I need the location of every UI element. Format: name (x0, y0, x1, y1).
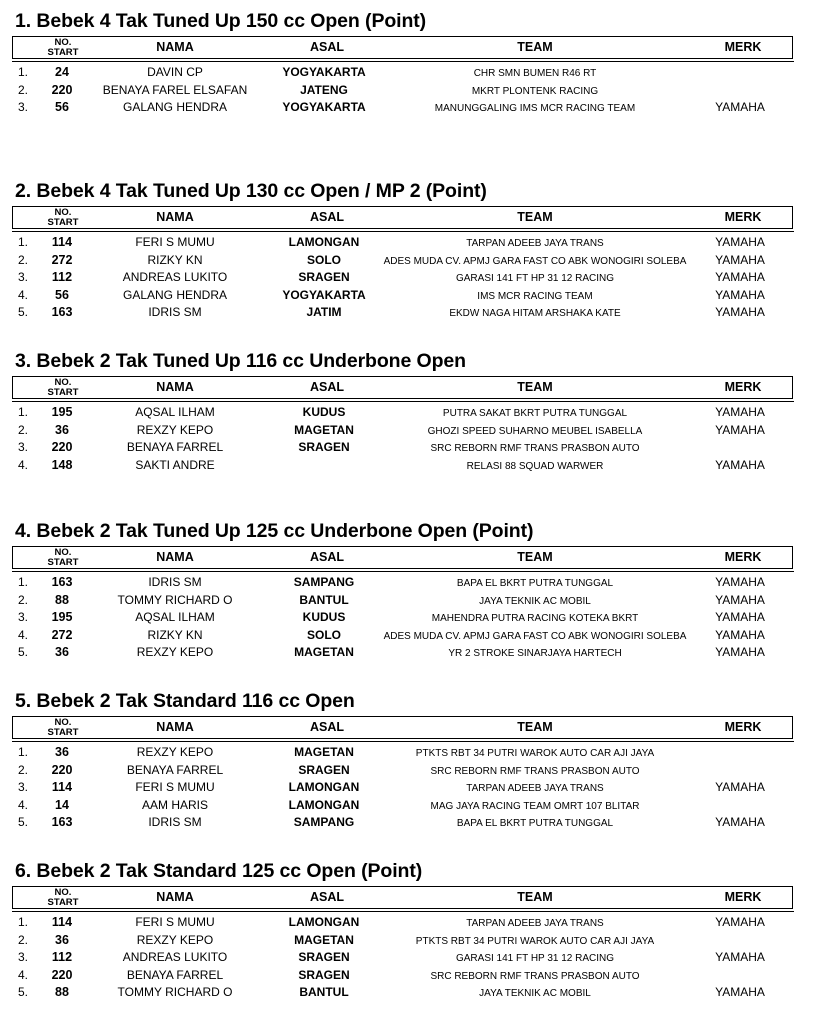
team-cell: ADES MUDA CV. APMJ GARA FAST CO ABK WONOGIRI SOLEBA (383, 630, 687, 642)
table-header (12, 206, 793, 229)
start-number-cell: 56 (55, 287, 69, 302)
header-team: TEAM (517, 720, 553, 734)
brand-cell: YAMAHA (715, 235, 765, 249)
header-no-line1: NO. (54, 887, 72, 898)
header-underline (12, 231, 794, 232)
header-merk: MERK (724, 550, 762, 564)
origin-cell: KUDUS (302, 610, 346, 624)
rider-name-cell: AAM HARIS (141, 797, 208, 812)
brand-cell: YAMAHA (715, 457, 765, 472)
section-title: 3. Bebek 2 Tak Tuned Up 116 cc Underbone Open (15, 350, 466, 372)
rider-name-cell: BENAYA FARREL (126, 967, 224, 982)
team-cell: PTKTS RBT 34 PUTRI WAROK AUTO CAR AJI JAYA (415, 935, 655, 947)
origin-cell: MAGETAN (294, 422, 354, 437)
position-cell: 4. (18, 797, 29, 812)
start-number-cell: 114 (51, 915, 73, 929)
header-no-start (37, 718, 89, 738)
rider-name-cell: FERI S MUMU (135, 780, 215, 794)
header-nama: NAMA (156, 890, 194, 904)
section-title: 1. Bebek 4 Tak Tuned Up 150 cc Open (Point) (15, 10, 427, 32)
start-number-cell: 272 (51, 252, 73, 267)
rider-name-cell: ANDREAS LUKITO (122, 270, 228, 284)
origin-cell: LAMONGAN (288, 235, 360, 249)
origin-cell: SRAGEN (298, 762, 350, 777)
brand-cell: YAMAHA (715, 645, 765, 659)
team-cell: BAPA EL BKRT PUTRA TUNGGAL (456, 578, 614, 589)
brand-cell: YAMAHA (715, 780, 765, 794)
origin-cell: MAGETAN (294, 645, 354, 659)
brand-cell: YAMAHA (715, 100, 765, 114)
position-cell: 4. (18, 457, 29, 472)
section-title: 6. Bebek 2 Tak Standard 125 cc Open (Point) (15, 860, 423, 882)
position-cell: 2. (18, 422, 29, 437)
rider-name-cell: AQSAL ILHAM (135, 610, 215, 624)
position-cell: 4. (18, 967, 29, 982)
table-row (0, 457, 825, 475)
rider-name-cell: ANDREAS LUKITO (122, 950, 228, 964)
table-row (0, 234, 825, 252)
team-cell: TARPAN ADEEB JAYA TRANS (466, 238, 604, 249)
start-number-cell: 195 (51, 405, 73, 419)
start-number-cell: 195 (51, 610, 73, 624)
table-row (0, 914, 825, 932)
brand-cell: YAMAHA (715, 985, 765, 999)
rider-name-cell: FERI S MUMU (135, 915, 215, 929)
origin-cell: SOLO (306, 627, 341, 642)
header-merk: MERK (724, 40, 762, 54)
header-no-line1: NO. (54, 37, 72, 48)
rider-name-cell: TOMMY RICHARD O (117, 985, 233, 999)
start-number-cell: 148 (51, 457, 73, 472)
rider-name-cell: BENAYA FARREL (126, 762, 224, 777)
rider-name-cell: GALANG HENDRA (122, 287, 228, 302)
team-cell: SRC REBORN RMF TRANS PRASBON AUTO (430, 443, 640, 454)
header-asal: ASAL (309, 890, 345, 904)
table-row (0, 644, 825, 662)
start-number-cell: 163 (51, 815, 73, 829)
start-number-cell: 36 (55, 645, 69, 659)
team-cell: EKDW NAGA HITAM ARSHAKA KATE (449, 308, 621, 319)
start-number-cell: 14 (55, 797, 69, 812)
position-cell: 3. (18, 610, 29, 624)
table-row (0, 574, 825, 592)
header-nama: NAMA (156, 40, 194, 54)
team-cell: ADES MUDA CV. APMJ GARA FAST CO ABK WONOGIRI SOLEBA (383, 255, 687, 267)
table-row (0, 252, 825, 270)
rider-name-cell: SAKTI ANDRE (135, 457, 215, 472)
start-number-cell: 272 (51, 627, 73, 642)
rider-name-cell: REXZY KEPO (136, 932, 214, 947)
header-underline (12, 61, 794, 62)
origin-cell: MAGETAN (294, 745, 354, 759)
origin-cell: BANTUL (299, 592, 349, 607)
origin-cell: BANTUL (299, 985, 349, 999)
header-no-start (37, 38, 89, 58)
section-title: 4. Bebek 2 Tak Tuned Up 125 cc Underbone Open (Point) (15, 520, 534, 542)
origin-cell: LAMONGAN (288, 915, 360, 929)
position-cell: 4. (18, 627, 29, 642)
position-cell: 3. (18, 440, 29, 454)
header-underline (12, 911, 794, 912)
header-underline (12, 401, 794, 402)
table-row (0, 797, 825, 815)
header-no-line1: NO. (54, 547, 72, 558)
header-asal: ASAL (309, 40, 345, 54)
start-number-cell: 220 (51, 440, 73, 454)
position-cell: 1. (18, 575, 29, 589)
table-body (0, 64, 825, 117)
team-cell: MAHENDRA PUTRA RACING KOTEKA BKRT (431, 613, 639, 624)
header-asal: ASAL (309, 720, 345, 734)
position-cell: 2. (18, 252, 29, 267)
header-nama: NAMA (156, 210, 194, 224)
team-cell: GARASI 141 FT HP 31 12 RACING (455, 273, 615, 284)
team-cell: TARPAN ADEEB JAYA TRANS (466, 918, 604, 929)
header-team: TEAM (517, 40, 553, 54)
position-cell: 1. (18, 745, 29, 759)
rider-name-cell: TOMMY RICHARD O (117, 592, 233, 607)
table-header (12, 376, 793, 399)
rider-name-cell: REXZY KEPO (136, 745, 214, 759)
team-cell: PTKTS RBT 34 PUTRI WAROK AUTO CAR AJI JAYA (415, 748, 655, 759)
start-number-cell: 36 (55, 932, 69, 947)
table-row (0, 967, 825, 985)
header-team: TEAM (517, 210, 553, 224)
table-body (0, 914, 825, 1002)
header-team: TEAM (517, 890, 553, 904)
origin-cell: KUDUS (302, 405, 346, 419)
brand-cell: YAMAHA (715, 950, 765, 964)
brand-cell: YAMAHA (715, 610, 765, 624)
origin-cell: YOGYAKARTA (282, 65, 366, 79)
header-underline (12, 741, 794, 742)
table-row (0, 814, 825, 832)
team-cell: PUTRA SAKAT BKRT PUTRA TUNGGAL (442, 408, 628, 419)
rider-name-cell: DAVIN CP (147, 65, 203, 79)
table-row (0, 762, 825, 780)
start-number-cell: 112 (51, 270, 73, 284)
start-number-cell: 163 (51, 575, 73, 589)
rider-name-cell: IDRIS SM (148, 575, 202, 589)
brand-cell: YAMAHA (715, 915, 765, 929)
table-header (12, 546, 793, 569)
position-cell: 3. (18, 950, 29, 964)
table-row (0, 984, 825, 1002)
start-number-cell: 112 (51, 950, 73, 964)
origin-cell: LAMONGAN (288, 780, 360, 794)
position-cell: 2. (18, 82, 29, 97)
rider-name-cell: BENAYA FARREL (126, 440, 224, 454)
origin-cell: LAMONGAN (288, 797, 360, 812)
team-cell: SRC REBORN RMF TRANS PRASBON AUTO (430, 765, 640, 777)
start-number-cell: 114 (51, 780, 73, 794)
brand-cell: YAMAHA (715, 305, 765, 319)
header-no-line2: START (47, 727, 79, 738)
brand-cell: YAMAHA (715, 592, 765, 607)
rider-name-cell: REXZY KEPO (136, 645, 214, 659)
origin-cell: SRAGEN (298, 440, 350, 454)
brand-cell: YAMAHA (715, 627, 765, 642)
origin-cell: SAMPANG (293, 815, 355, 829)
header-no-line2: START (47, 47, 79, 58)
header-nama: NAMA (156, 550, 194, 564)
position-cell: 3. (18, 780, 29, 794)
header-no-line2: START (47, 897, 79, 908)
table-header (12, 716, 793, 739)
team-cell: BAPA EL BKRT PUTRA TUNGGAL (456, 818, 614, 829)
start-number-cell: 56 (55, 100, 69, 114)
team-cell: TARPAN ADEEB JAYA TRANS (466, 783, 604, 794)
header-asal: ASAL (309, 210, 345, 224)
brand-cell: YAMAHA (715, 287, 765, 302)
table-header (12, 36, 793, 59)
start-number-cell: 24 (55, 65, 69, 79)
table-row (0, 609, 825, 627)
team-cell: RELASI 88 SQUAD WARWER (466, 460, 604, 472)
brand-cell: YAMAHA (715, 252, 765, 267)
header-underline (12, 571, 794, 572)
origin-cell: JATENG (300, 82, 348, 97)
origin-cell: MAGETAN (294, 932, 354, 947)
header-no-line2: START (47, 557, 79, 568)
rider-name-cell: IDRIS SM (148, 815, 202, 829)
position-cell: 2. (18, 592, 29, 607)
header-no-start (37, 378, 89, 398)
header-merk: MERK (724, 210, 762, 224)
table-row (0, 287, 825, 305)
rider-name-cell: RIZKY KN (147, 627, 203, 642)
start-number-cell: 36 (55, 422, 69, 437)
section-title: 5. Bebek 2 Tak Standard 116 cc Open (15, 690, 355, 712)
table-row (0, 627, 825, 645)
team-cell: SRC REBORN RMF TRANS PRASBON AUTO (430, 970, 640, 982)
team-cell: YR 2 STROKE SINARJAYA HARTECH (448, 648, 622, 659)
position-cell: 2. (18, 932, 29, 947)
start-number-cell: 163 (51, 305, 73, 319)
team-cell: MAG JAYA RACING TEAM OMRT 107 BLITAR (430, 800, 640, 812)
header-no-line1: NO. (54, 717, 72, 728)
brand-cell: YAMAHA (715, 815, 765, 829)
origin-cell: SRAGEN (298, 950, 350, 964)
header-no-line2: START (47, 217, 79, 228)
team-cell: IMS MCR RACING TEAM (477, 290, 593, 302)
brand-cell: YAMAHA (715, 575, 765, 589)
table-body (0, 744, 825, 832)
header-asal: ASAL (309, 380, 345, 394)
team-cell: JAYA TEKNIK AC MOBIL (479, 595, 591, 607)
header-nama: NAMA (156, 380, 194, 394)
table-body (0, 234, 825, 322)
position-cell: 1. (18, 65, 29, 79)
table-header (12, 886, 793, 909)
rider-name-cell: BENAYA FAREL ELSAFAN (102, 82, 248, 97)
header-team: TEAM (517, 550, 553, 564)
start-number-cell: 220 (51, 967, 73, 982)
rider-name-cell: IDRIS SM (148, 305, 202, 319)
section-title: 2. Bebek 4 Tak Tuned Up 130 cc Open / MP 2 (Point) (15, 180, 487, 202)
table-row (0, 779, 825, 797)
header-no-line2: START (47, 387, 79, 398)
table-row (0, 99, 825, 117)
rider-name-cell: RIZKY KN (147, 252, 203, 267)
rider-name-cell: GALANG HENDRA (122, 100, 228, 114)
origin-cell: YOGYAKARTA (282, 100, 366, 114)
brand-cell: YAMAHA (715, 422, 765, 437)
brand-cell: YAMAHA (715, 270, 765, 284)
header-no-line1: NO. (54, 377, 72, 388)
position-cell: 5. (18, 985, 29, 999)
team-cell: JAYA TEKNIK AC MOBIL (479, 988, 591, 999)
table-row (0, 932, 825, 950)
rider-name-cell: REXZY KEPO (136, 422, 214, 437)
table-row (0, 404, 825, 422)
start-number-cell: 36 (55, 745, 69, 759)
table-row (0, 422, 825, 440)
header-no-start (37, 548, 89, 568)
team-cell: MKRT PLONTENK RACING (471, 85, 599, 97)
origin-cell: SAMPANG (293, 575, 355, 589)
rider-name-cell: AQSAL ILHAM (135, 405, 215, 419)
header-merk: MERK (724, 380, 762, 394)
table-body (0, 574, 825, 662)
table-row (0, 64, 825, 82)
origin-cell: SRAGEN (298, 967, 350, 982)
table-body (0, 404, 825, 474)
table-row (0, 744, 825, 762)
position-cell: 5. (18, 645, 29, 659)
team-cell: CHR SMN BUMEN R46 RT (473, 68, 597, 79)
table-row (0, 82, 825, 100)
position-cell: 1. (18, 405, 29, 419)
table-row (0, 949, 825, 967)
start-number-cell: 88 (55, 592, 69, 607)
origin-cell: YOGYAKARTA (282, 287, 366, 302)
team-cell: GHOZI SPEED SUHARNO MEUBEL ISABELLA (427, 425, 643, 437)
team-cell: GARASI 141 FT HP 31 12 RACING (455, 953, 615, 964)
header-no-line1: NO. (54, 207, 72, 218)
start-number-cell: 114 (51, 235, 73, 249)
header-nama: NAMA (156, 720, 194, 734)
brand-cell: YAMAHA (715, 405, 765, 419)
header-no-start (37, 888, 89, 908)
header-asal: ASAL (309, 550, 345, 564)
start-number-cell: 88 (55, 985, 69, 999)
position-cell: 5. (18, 815, 29, 829)
table-row (0, 269, 825, 287)
header-team: TEAM (517, 380, 553, 394)
position-cell: 1. (18, 915, 29, 929)
origin-cell: SRAGEN (298, 270, 350, 284)
position-cell: 4. (18, 287, 29, 302)
origin-cell: SOLO (306, 252, 341, 267)
table-row (0, 592, 825, 610)
start-number-cell: 220 (51, 762, 73, 777)
position-cell: 1. (18, 235, 29, 249)
start-number-cell: 220 (51, 82, 73, 97)
header-no-start (37, 208, 89, 228)
position-cell: 2. (18, 762, 29, 777)
header-merk: MERK (724, 720, 762, 734)
origin-cell: JATIM (306, 305, 342, 319)
table-row (0, 304, 825, 322)
position-cell: 3. (18, 100, 29, 114)
rider-name-cell: FERI S MUMU (135, 235, 215, 249)
team-cell: MANUNGGALING IMS MCR RACING TEAM (434, 103, 636, 114)
header-merk: MERK (724, 890, 762, 904)
position-cell: 3. (18, 270, 29, 284)
table-row (0, 439, 825, 457)
position-cell: 5. (18, 305, 29, 319)
